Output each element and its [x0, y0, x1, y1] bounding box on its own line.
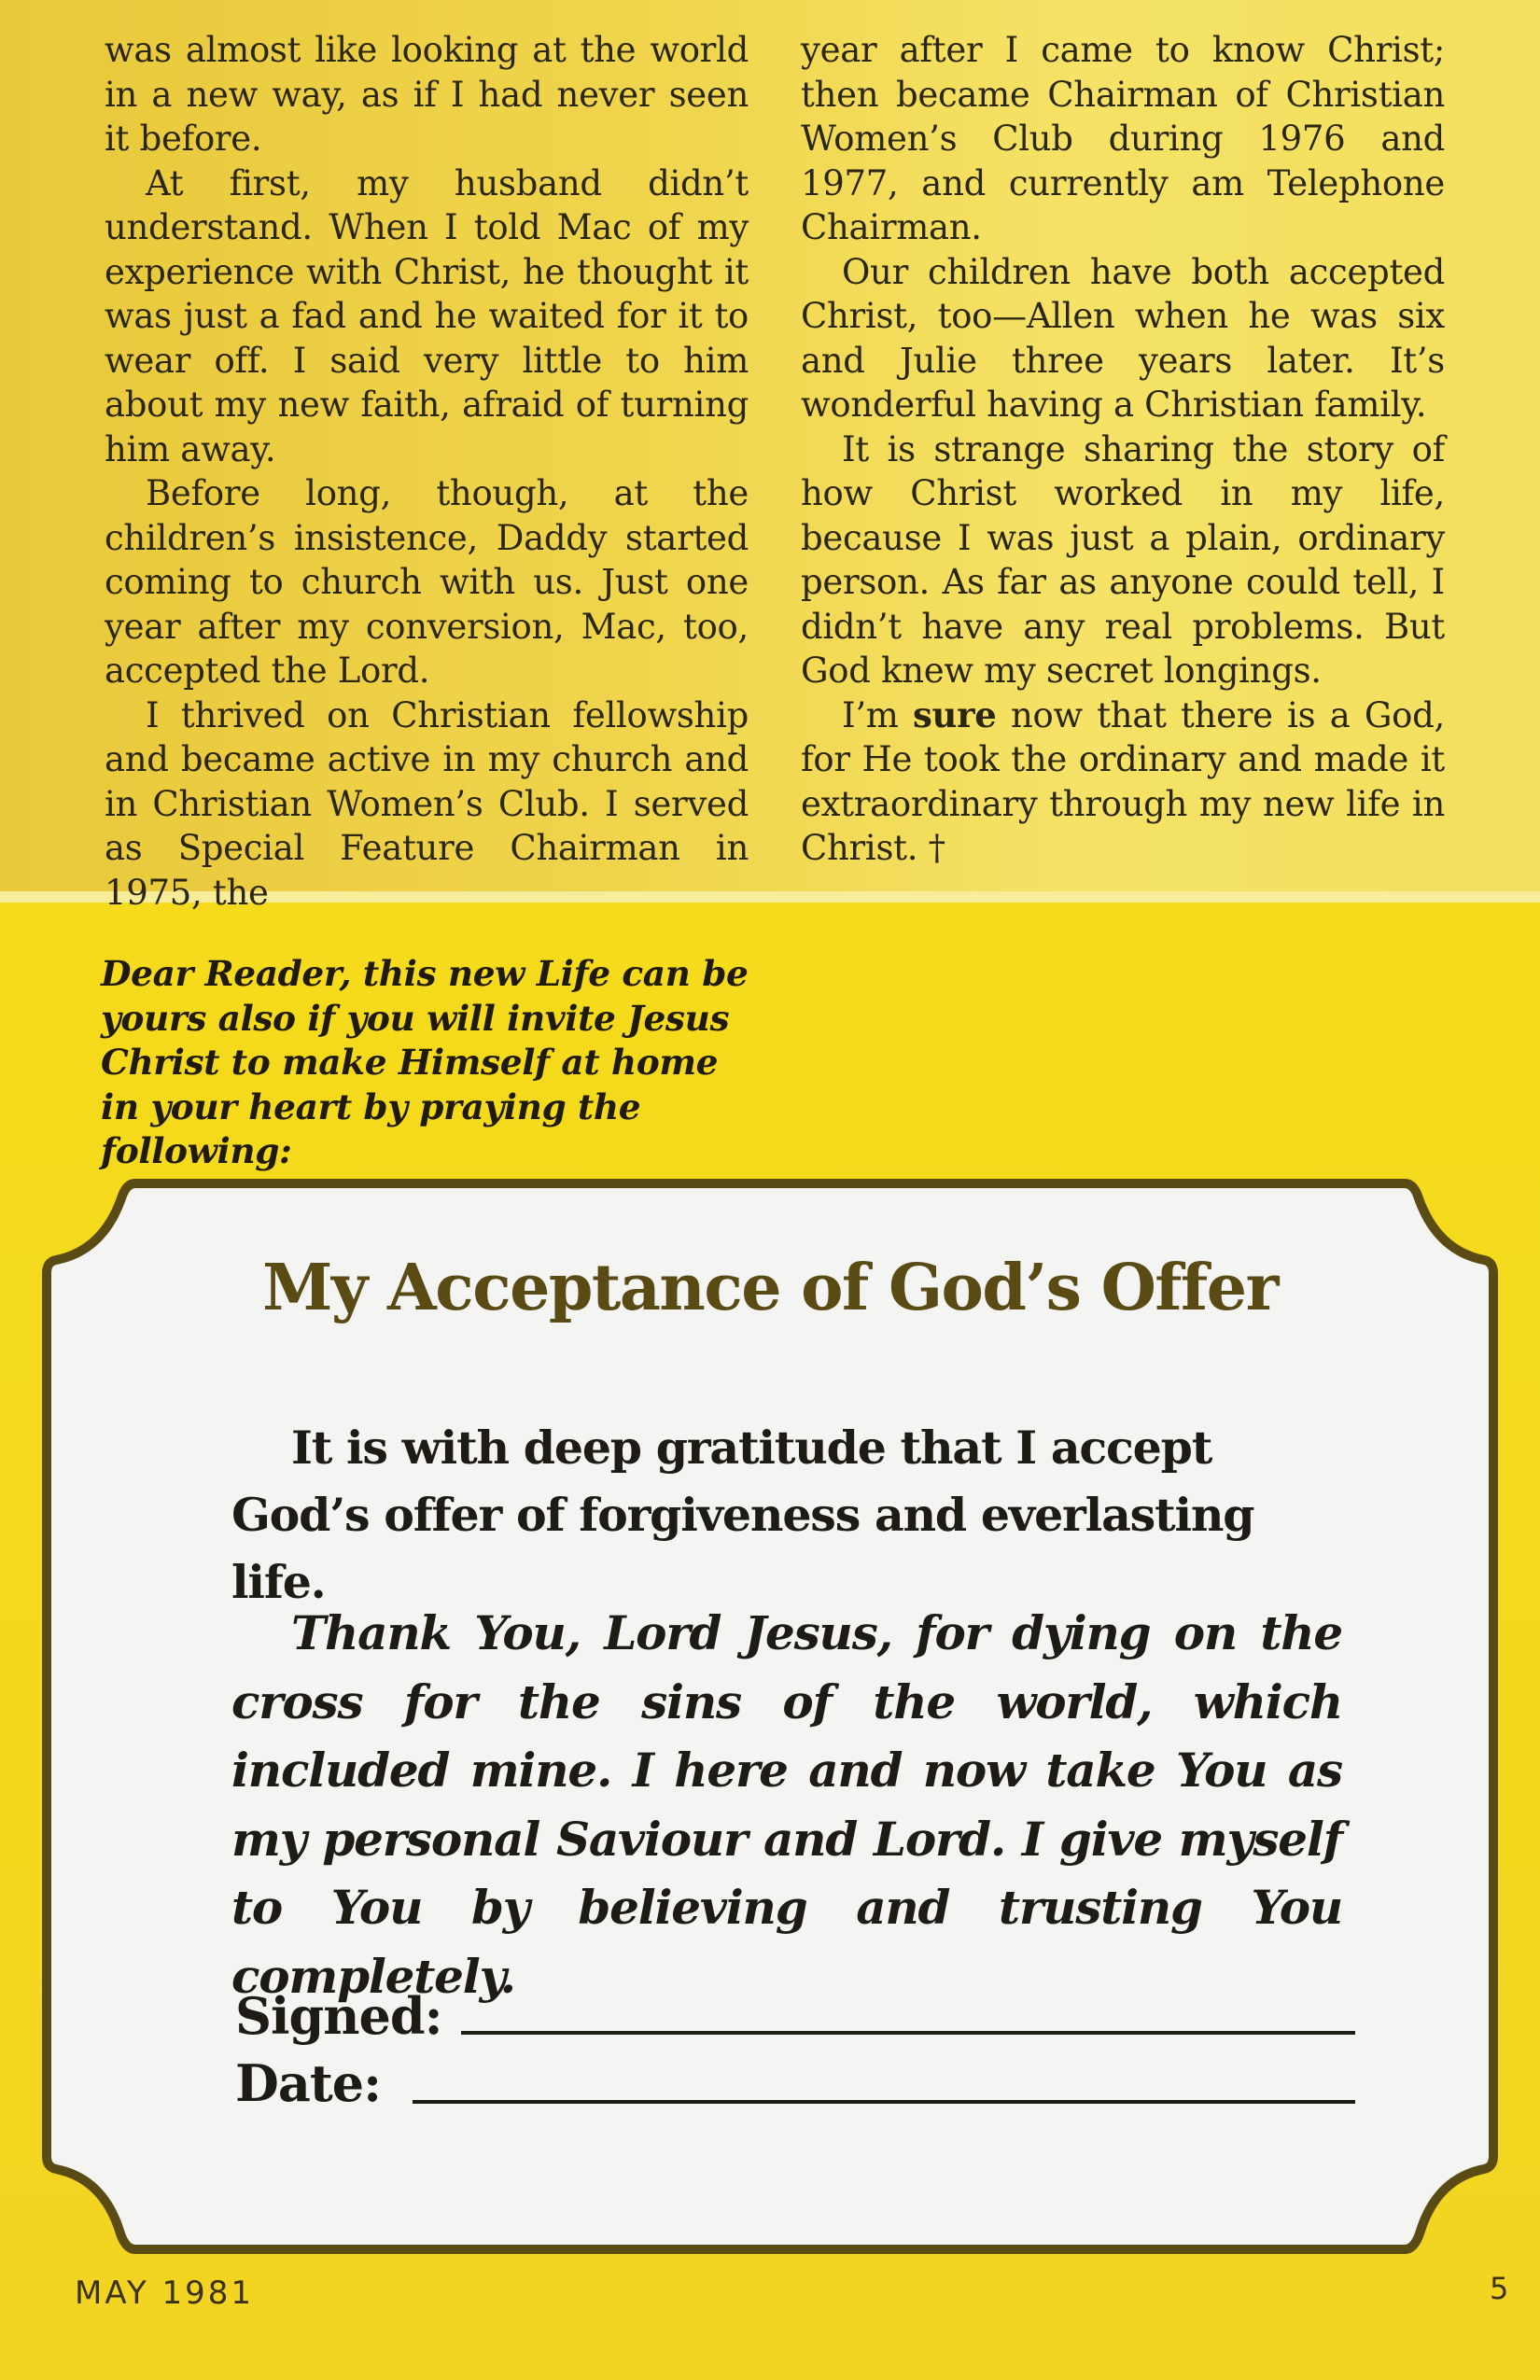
signed-label: Signed: — [235, 1986, 442, 2046]
date-line[interactable] — [413, 2100, 1355, 2104]
paragraph: It is strange sharing the story of how Christ worked in my life, because I was just a plain, ordinary person. As far as anyone could tell, I didn’t have any real problems. But God knew my secret longings. — [801, 428, 1445, 691]
signature-row — [235, 1986, 1355, 2051]
paragraph: was almost like looking at the world in a new way, as if I had never seen it before. — [105, 30, 749, 159]
acceptance-statement: It is with deep gratitude that I accept God’s offer of forgiveness and everlasting life. — [231, 1421, 1254, 1609]
issue-date: MAY 1981 — [75, 2275, 255, 2312]
paragraph: At first, my husband didn’t understand. When I told Mac of my experience with Christ, he thought it was just a fad and he waited for it to wear off. I said very little to him about my new faith, afraid of turning him away. — [105, 162, 749, 469]
page-number: 5 — [1490, 2271, 1509, 2306]
paragraph: I thrived on Christian fellowship and became active in my church and in Christian Women’s Club. I served as Special Feature Chairman in 1975, the — [105, 694, 749, 913]
article-column-left — [105, 28, 749, 915]
article-column-right — [801, 28, 1445, 871]
reader-invitation: Dear Reader, this new Life can be yours also if you will invite Jesus Christ to make Himself at home in your heart by praying the following: — [101, 953, 749, 1171]
date-row — [235, 2053, 1355, 2119]
signature-line[interactable] — [461, 2031, 1355, 2035]
card-title: My Acceptance of God’s Offer — [262, 1251, 1278, 1325]
paragraph: year after I came to know Christ; then became Chairman of Christian Women’s Club during 1976 and 1977, and currently am Telephone Chairman. — [801, 30, 1445, 247]
date-label: Date: — [235, 2053, 382, 2113]
emphasized-word: sure — [912, 693, 997, 735]
closing-paragraph: I’m sure now that there is a God, for He took the ordinary and made it extraordinary through my new life in Christ. † — [801, 693, 1445, 868]
paragraph: Before long, though, at the children’s insistence, Daddy started coming to church with us. Just one year after my conversion, Mac, too, accepted the Lord. — [105, 473, 749, 691]
paragraph: Our children have both accepted Christ, too—Allen when he was six and Julie three years later. It’s wonderful having a Christian family. — [801, 251, 1445, 425]
prayer-text: Thank You, Lord Jesus, for dying on the cross for the sins of the world, which included mine. I here and now take You as my personal Saviour and Lord. I give myself to You by believing and trusting You completely. — [231, 1605, 1342, 2004]
